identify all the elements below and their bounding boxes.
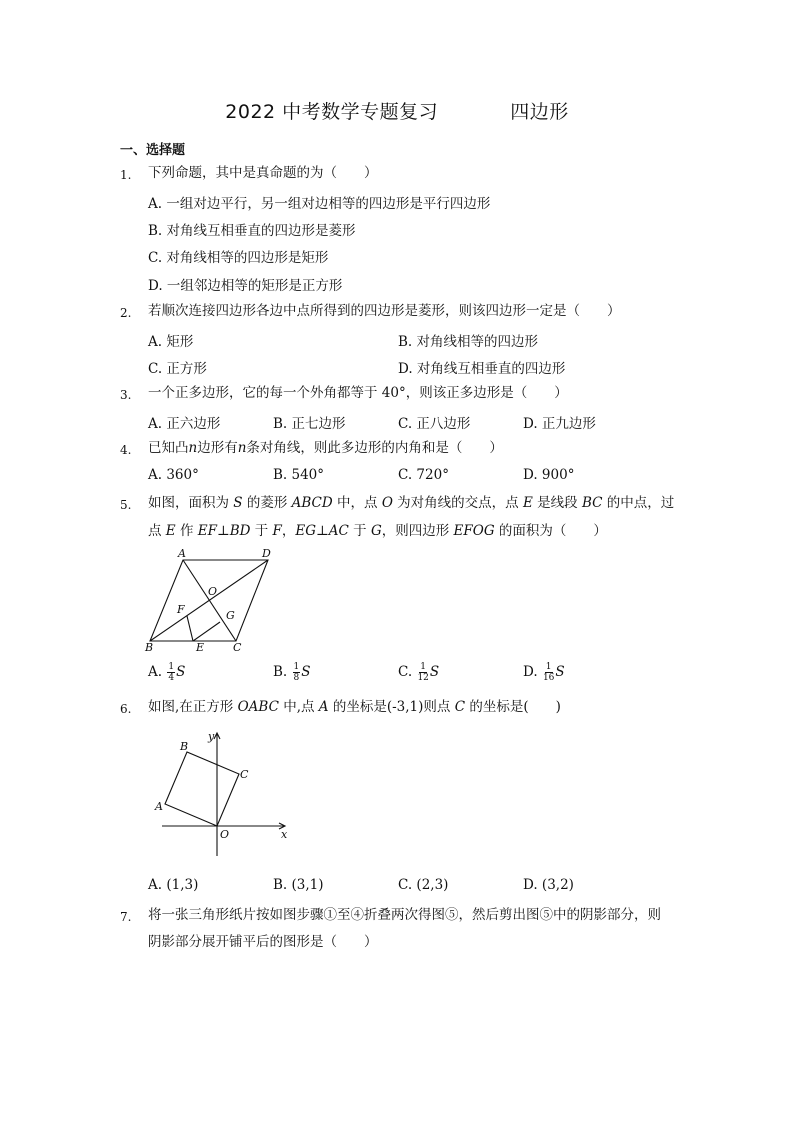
label-d: D — [262, 547, 271, 560]
option-c: C. 正八边形 — [398, 416, 471, 432]
page-title — [0, 97, 794, 124]
math-variable: S — [233, 495, 243, 511]
option-c: C. 正方形 — [148, 361, 207, 377]
option-b: B. (3,1) — [273, 877, 324, 893]
option-d: D. 900° — [523, 467, 575, 483]
option-a: A. (1,3) — [148, 877, 199, 893]
label-o: O — [220, 828, 230, 841]
label-c: C — [240, 768, 249, 781]
label-c: C — [233, 641, 242, 653]
label-y: y — [208, 730, 215, 743]
label-a: A — [155, 800, 163, 813]
question-stem-line-2: 点 E 作 EF⊥BD 于 F，EG⊥AC 于 G，则四边形 EFOG 的面积为（ ） — [148, 523, 607, 539]
option-a: A. 矩形 — [148, 334, 194, 350]
math-variable: C — [454, 699, 466, 715]
label-b: B — [180, 740, 189, 753]
math-variable: AC — [328, 523, 349, 539]
label-a: A — [178, 547, 186, 560]
question-stem: 已知凸n边形有n条对角线，则此多边形的内角和是（ ） — [148, 440, 503, 456]
option-c: C. 720° — [398, 467, 449, 483]
math-variable: EG — [295, 523, 317, 539]
math-variable: BD — [229, 523, 251, 539]
question-number: 4. — [120, 443, 132, 457]
question-stem: 下列命题，其中是真命题的为（ ） — [148, 165, 378, 181]
math-variable: EF — [197, 523, 217, 539]
coordinate-figure — [150, 728, 295, 860]
section-heading: 一、选择题 — [120, 143, 186, 158]
math-variable: ABCD — [291, 495, 333, 511]
title-main: 2022 中考数学专题复习 — [225, 101, 439, 123]
option-b: B. 对角线互相垂直的四边形是菱形 — [148, 223, 356, 239]
label-b: B — [145, 641, 154, 653]
question-stem-line-2: 阴影部分展开铺平后的图形是（ ） — [148, 934, 378, 950]
option-c: C. 对角线相等的四边形是矩形 — [148, 250, 329, 266]
option-b: B. 正七边形 — [273, 416, 346, 432]
label-f: F — [177, 603, 185, 616]
math-variable: EFOG — [453, 523, 495, 539]
math-variable: O — [381, 495, 393, 511]
math-variable: A — [318, 699, 329, 715]
option-d: D. 一组邻边相等的矩形是正方形 — [148, 278, 343, 294]
math-variable: OABC — [237, 699, 279, 715]
square-oabc — [165, 752, 239, 826]
math-variable: G — [370, 523, 382, 539]
label-e: E — [196, 641, 205, 653]
option-c: C. (2,3) — [398, 877, 449, 893]
rhombus-figure — [140, 545, 280, 653]
question-number: 7. — [120, 910, 132, 924]
label-o: O — [208, 585, 218, 598]
segment-ef — [187, 616, 193, 641]
question-stem-line-1: 如图，面积为 S 的菱形 ABCD 中，点 O 为对角线的交点，点 E 是线段 BC 的中点，过 — [148, 495, 675, 511]
math-variable: BC — [581, 495, 603, 511]
option-d: D. 正九边形 — [523, 416, 596, 432]
question-number: 1. — [120, 168, 132, 182]
option-a: A. 360° — [148, 467, 199, 483]
segment-eg — [193, 622, 220, 641]
option-d: D. (3,2) — [523, 877, 574, 893]
option-a: A. 一组对边平行，另一组对边相等的四边形是平行四边形 — [148, 196, 491, 212]
option-b: B. 对角线相等的四边形 — [398, 334, 539, 350]
title-topic: 四边形 — [510, 101, 569, 123]
math-variable: F — [272, 523, 282, 539]
option-a: A. 正六边形 — [148, 416, 221, 432]
question-stem: 若顺次连接四边形各边中点所得到的四边形是菱形，则该四边形一定是（ ） — [148, 303, 621, 319]
question-number: 5. — [120, 498, 132, 512]
option-b: B. $\frac{1}{8}$ S — [273, 662, 311, 683]
option-b: B. 540° — [273, 467, 325, 483]
label-x: x — [281, 828, 288, 841]
option-a: A. $\frac{1}{4}$ S — [148, 662, 186, 683]
question-number: 3. — [120, 388, 132, 402]
question-stem: 如图,在正方形 OABC 中,点 A 的坐标是(-3,1)则点 C 的坐标是( ) — [148, 699, 561, 715]
option-d: D. $\frac{1}{16}$ S — [523, 662, 565, 683]
option-c: C. $\frac{1}{12}$ S — [398, 662, 440, 683]
math-variable: E — [165, 523, 176, 539]
question-stem-line-1: 将一张三角形纸片按如图步骤①至④折叠两次得图⑤，然后剪出图⑤中的阴影部分，则 — [148, 907, 661, 923]
label-g: G — [226, 609, 235, 622]
question-number: 2. — [120, 306, 132, 320]
option-d: D. 对角线互相垂直的四边形 — [398, 361, 566, 377]
diagonal-bd — [150, 560, 268, 641]
math-variable: E — [522, 495, 533, 511]
question-stem: 一个正多边形，它的每一个外角都等于 40°，则该正多边形是（ ） — [148, 385, 568, 401]
question-number: 6. — [120, 702, 132, 716]
